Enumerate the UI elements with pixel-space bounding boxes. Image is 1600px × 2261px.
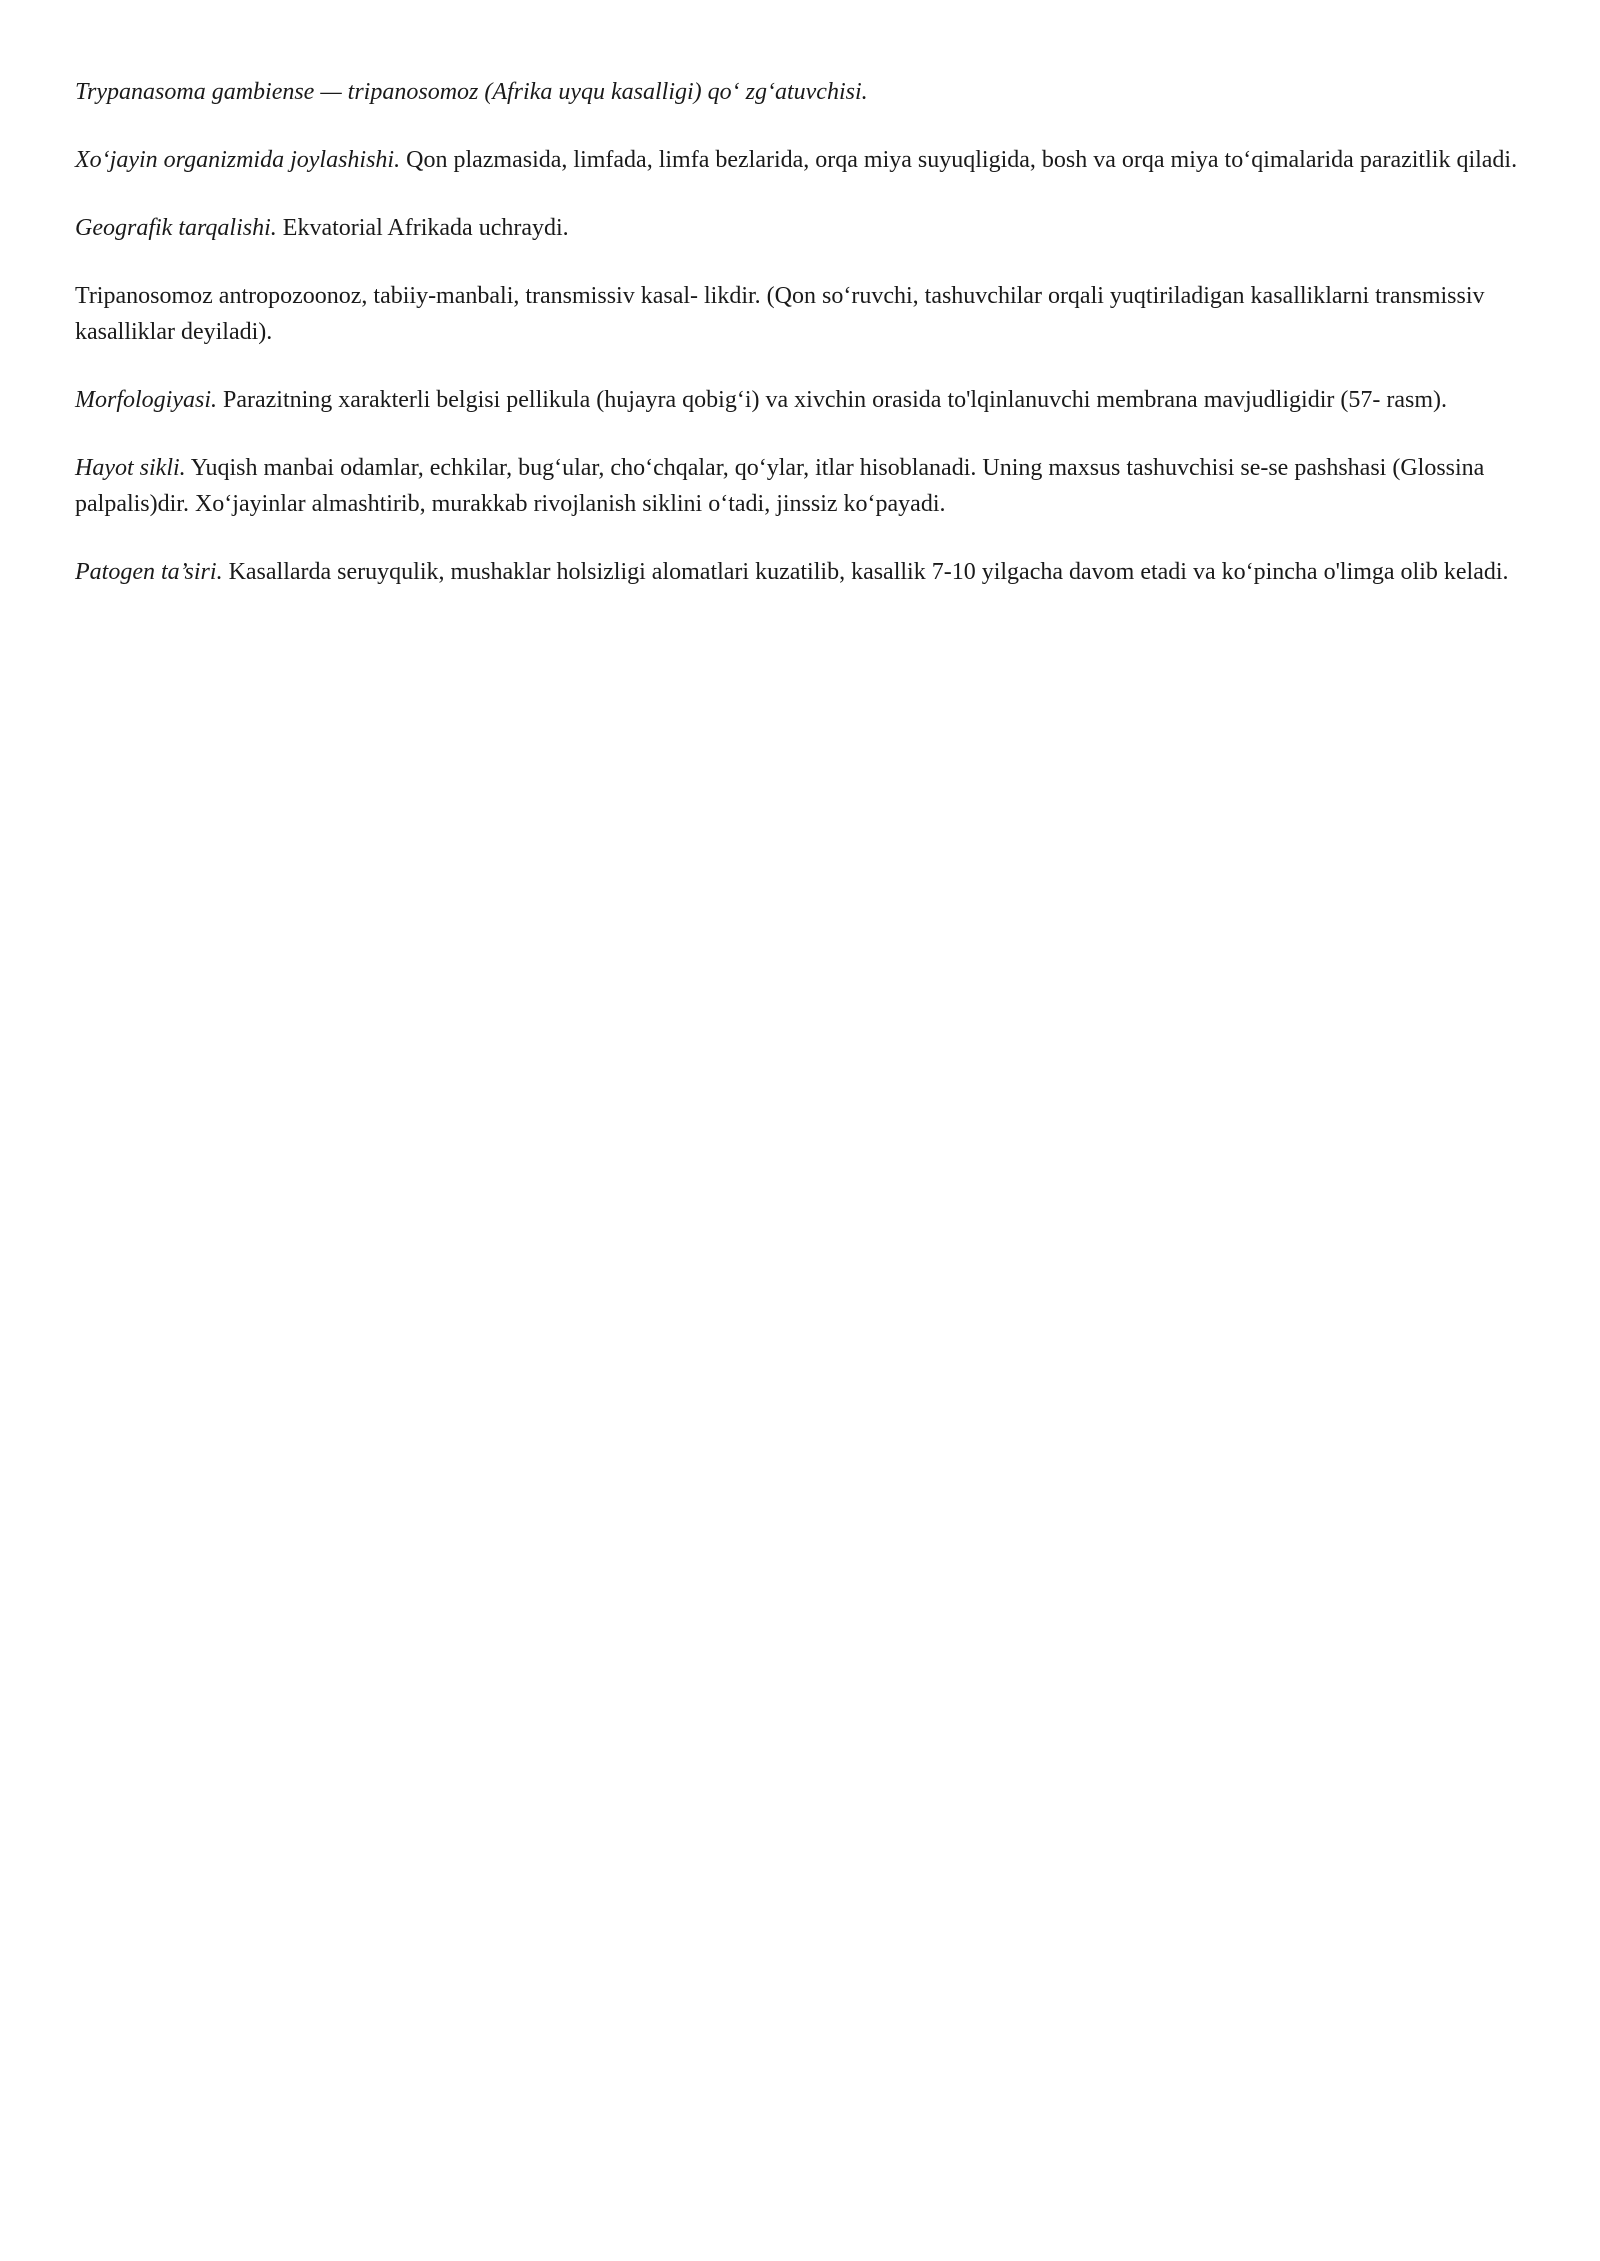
paragraph-geography	[75, 210, 1535, 246]
pathogenic-effect-text: Kasallarda seruyqulik, mushaklar holsizligi alomatlari kuzatilib, kasallik 7-10 yilgacha davom etadi va ko‘pincha o'limga olib keladi.	[228, 559, 1509, 585]
geography-text: Ekvatorial Afrikada uchraydi.	[282, 215, 569, 241]
geography-heading: Geografik tarqalishi.	[75, 215, 277, 241]
host-location-text: Qon plazmasida, limfada, limfa bezlarida, orqa miya suyuqligida, bosh va orqa miya to‘qimalarida parazitlik qiladi.	[406, 147, 1518, 173]
paragraph-disease-type	[75, 278, 1535, 350]
pathogenic-effect-heading: Patogen ta’siri.	[75, 559, 223, 585]
paragraph-title	[75, 74, 1535, 110]
morphology-text: Parazitning xarakterli belgisi pellikula (hujayra qobig‘i) va xivchin orasida to'lqinlanuvchi membrana mavjudligidir (57- rasm).	[223, 387, 1447, 413]
paragraph-host-location	[75, 142, 1535, 178]
document-body	[75, 74, 1535, 622]
morphology-heading: Morfologiyasi.	[75, 387, 217, 413]
life-cycle-heading: Hayot sikli.	[75, 455, 186, 481]
paragraph-life-cycle	[75, 450, 1535, 522]
life-cycle-text: Yuqish manbai odamlar, echkilar, bug‘ular, cho‘chqalar, qo‘ylar, itlar hisoblanadi. Uning maxsus tashuvchisi se-se pashshasi (Glossina palpalis)dir. Xo‘jayinlar almashtirib, murakkab rivojlanish siklini o‘tadi, jinssiz ko‘payadi.	[75, 455, 1485, 517]
host-location-heading: Xo‘jayin organizmida joylashishi.	[75, 147, 401, 173]
paragraph-morphology	[75, 382, 1535, 418]
title-text: Trypanasoma gambiense — tripanosomoz (Afrika uyqu kasalligi) qo‘ zg‘atuvchisi.	[75, 79, 868, 105]
paragraph-pathogenic-effect	[75, 554, 1535, 590]
disease-type-text: Tripanosomoz antropozoonoz, tabiiy-manbali, transmissiv kasal- likdir. (Qon so‘ruvchi, tashuvchilar orqali yuqtiriladigan kasalliklarni transmissiv kasalliklar deyiladi).	[75, 283, 1485, 345]
